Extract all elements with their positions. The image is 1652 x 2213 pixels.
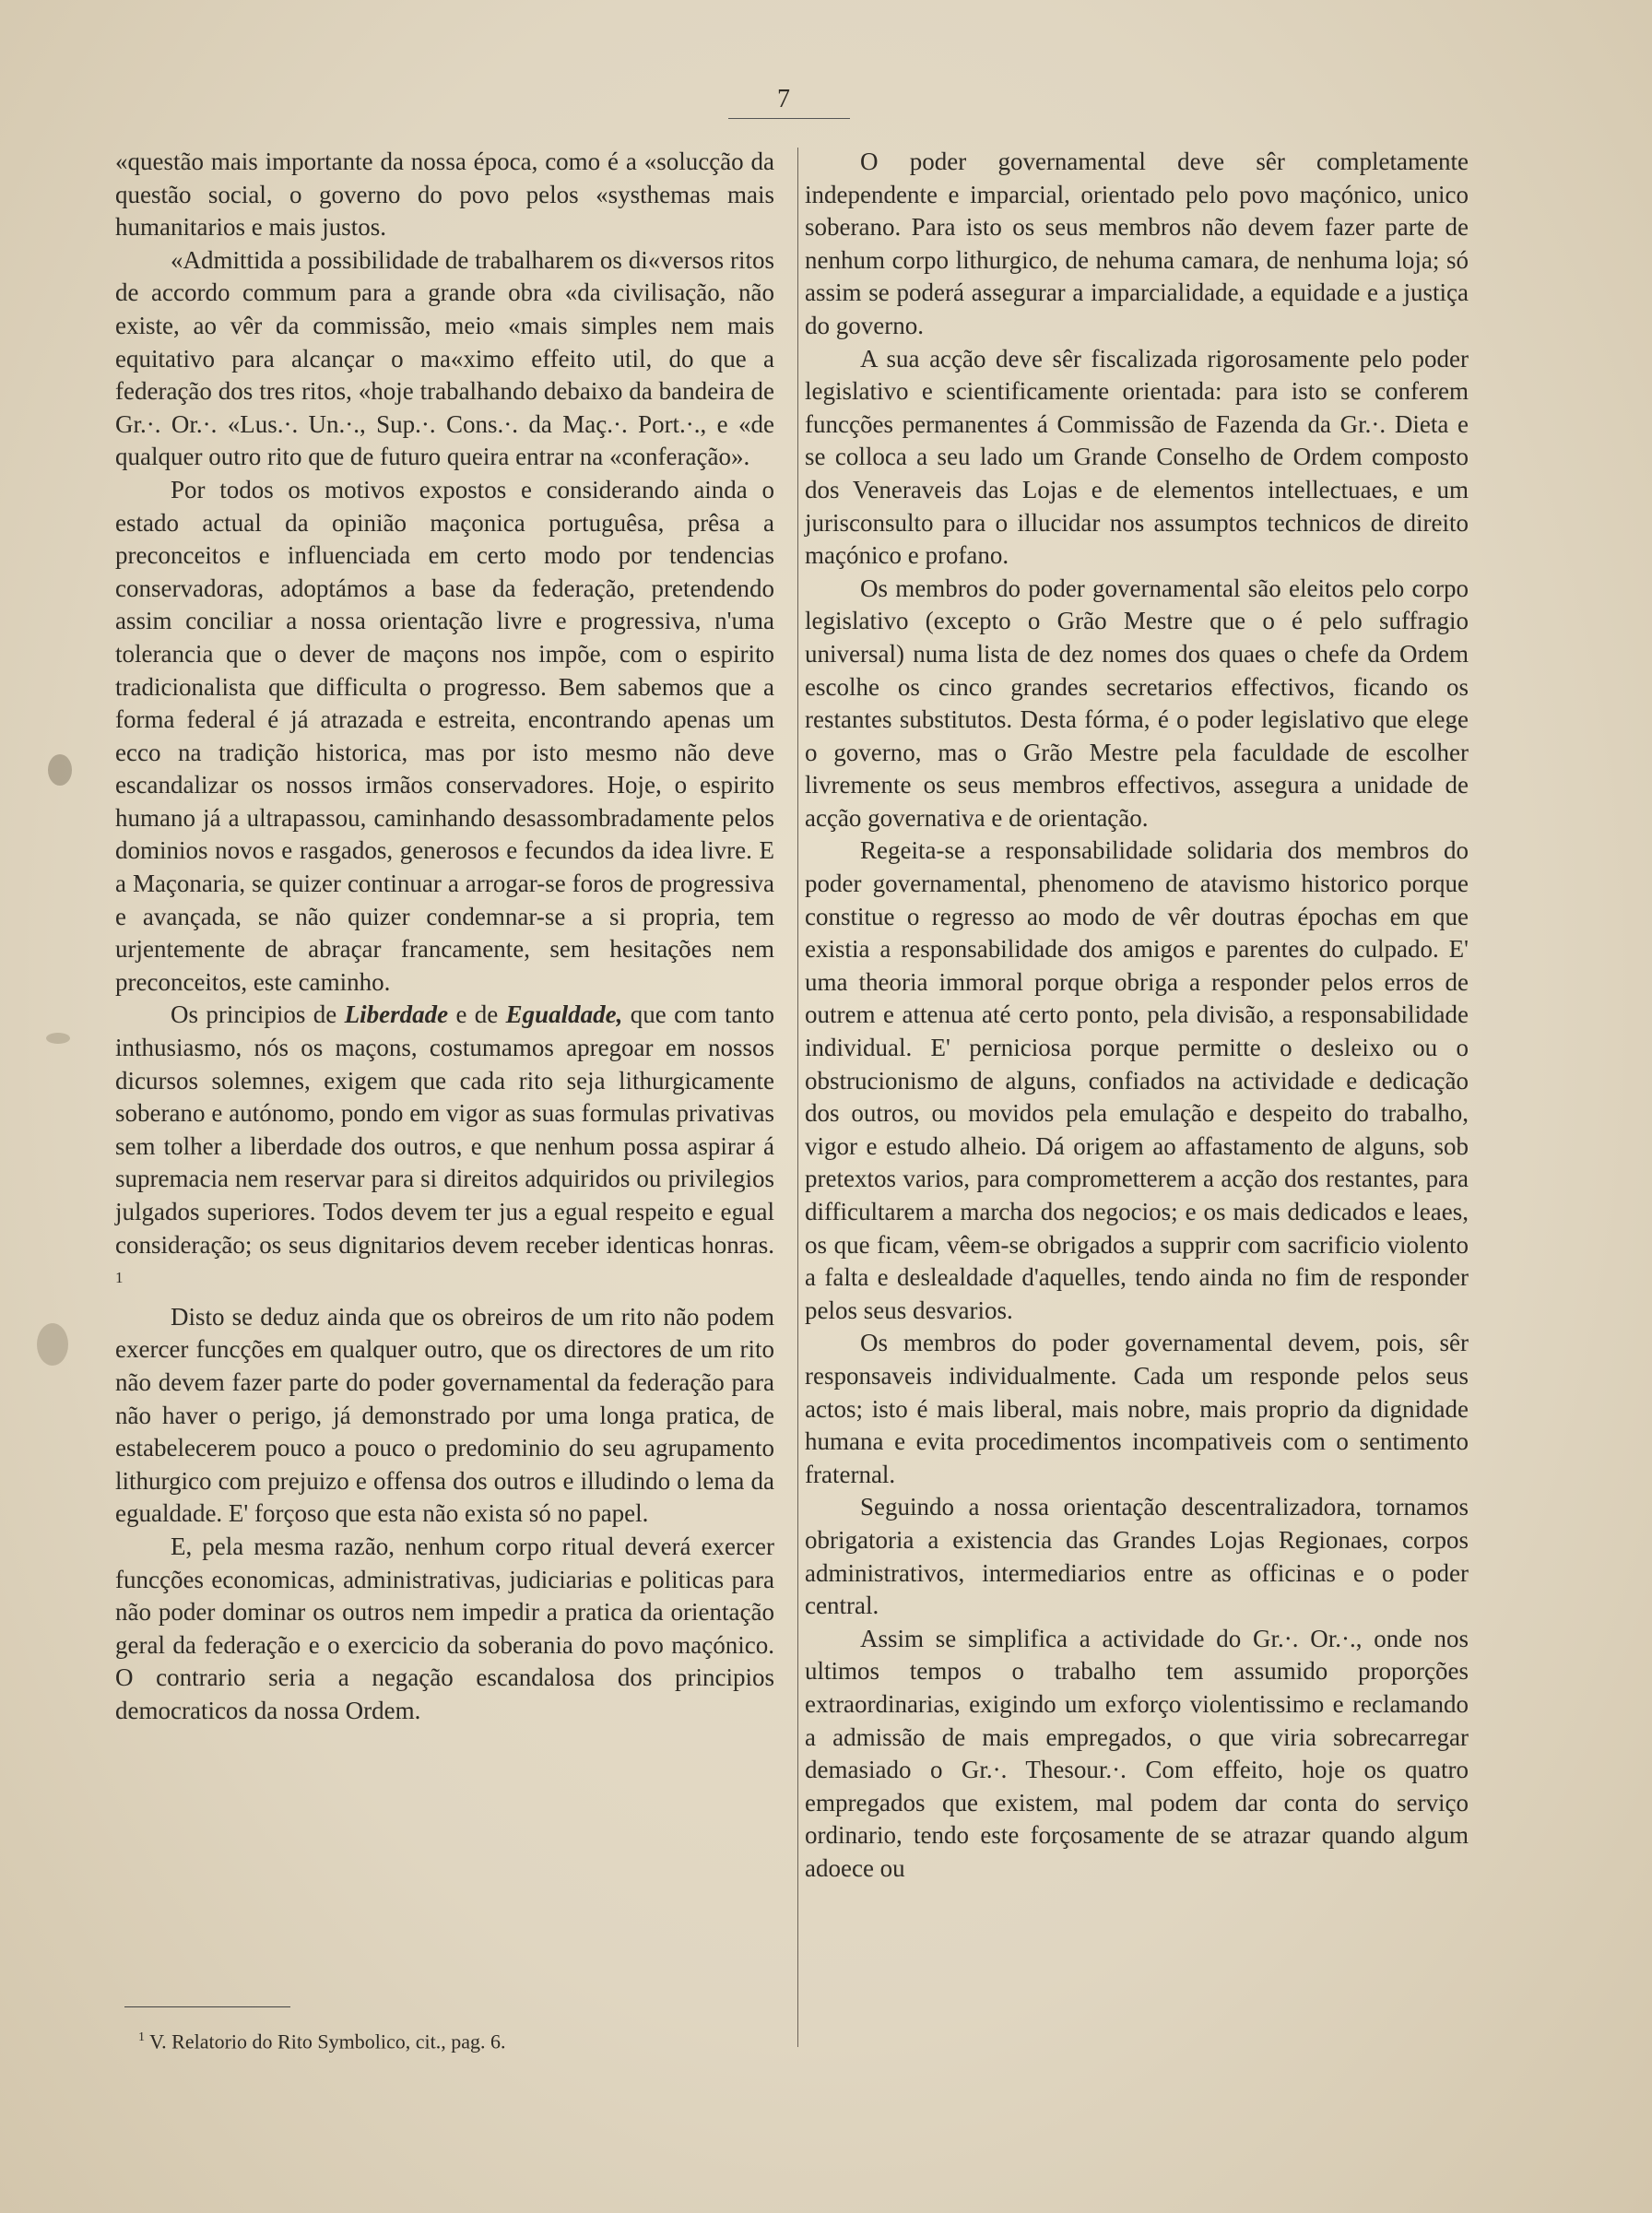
- page-number-header: [714, 85, 853, 114]
- page-number: 7: [777, 85, 790, 113]
- paragraph: «questão mais importante da nossa época, como é a «solucção da questão social, o governo do povo pelos «systhemas mais humanitarios e mais justos.: [115, 148, 774, 242]
- footnote-reference[interactable]: 1: [115, 1269, 124, 1287]
- paragraph: Assim se simplifica a actividade do Gr.·. Or.·., onde nos ultimos tempos o trabalho tem assumido proporções extraordinarias, exigindo um exforço violentissimo e reclamando a admissão de mais empregados, o que viria sobrecarregar demasiado o Gr.·. Thesour.·. Com effeito, hoje os quatro empregados que existem, mal podem dar conta do serviço ordinario, tendo este forçosamente de se atrazar quando algum adoece ou: [805, 1624, 1469, 1882]
- binding-hole: [37, 1323, 68, 1366]
- paragraph: Disto se deduz ainda que os obreiros de um rito não podem exercer funcções em qualquer outro, que os directores de um rito não devem fazer parte do poder governamental da federação para não haver o perigo, já demonstrado por uma longa pratica, de estabelecerem pouco a pouco o predominio do seu agrupamento lithurgico com prejuizo e offensa dos outros e illudindo o lema da egualdade. E' forçoso que esta não exista só no papel.: [115, 1302, 774, 1528]
- page-number-rule: [728, 118, 850, 119]
- paper-stain: [46, 1033, 70, 1044]
- emphasis-liberdade: Liberdade: [344, 1000, 449, 1029]
- emphasis-egualdade: Egualdade,: [505, 1000, 623, 1029]
- paragraph-text: Os principios de: [171, 1000, 345, 1029]
- left-column: [115, 146, 774, 1728]
- paragraph: A sua acção deve sêr fiscalizada rigorosamente pelo poder legislativo e scientificamente orientada: para isto se conferem funcções permanentes á Commissão de Fazenda da Gr.·. Dieta e se colloca a seu lado um Grande Conselho de Ordem composto dos Veneraveis das Lojas e de elementos intellectuaes, e um jurisconsulto para o illucidar nos assumptos technicos de direito maçónico e profano.: [805, 344, 1469, 570]
- footnote-marker: 1: [138, 2030, 145, 2044]
- paragraph-text: que com tanto inthusiasmo, nós os maçons, costumamos apregoar em nossos dicursos solemnes, exigem que cada rito seja lithurgicamente soberano e autónomo, pondo em vigor as suas formulas privativas sem tolher a liberdade dos outros, e que nenhum possa aspirar á supremacia nem reservar para si direitos adquiridos ou privilegios julgados superiores. Todos devem ter jus a egual respeito e egual consideração; os seus dignitarios devem receber identicas honras.: [115, 1000, 774, 1259]
- paragraph: E, pela mesma razão, nenhum corpo ritual deverá exercer funcções economicas, administrativas, judiciarias e politicas para não poder dominar os outros nem impedir a pratica da orientação geral da federação e o exercicio da soberania do povo maçónico. O contrario seria a negação escandalosa dos principios democraticos da nossa Ordem.: [115, 1532, 774, 1724]
- paragraph: Por todos os motivos expostos e considerando ainda o estado actual da opinião maçonica portuguêsa, prêsa a preconceitos e influenciada em certo modo por tendencias conservadoras, adoptámos a base da federação, pretendendo assim conciliar a nossa orientação livre e progressiva, n'uma tolerancia que o dever de maçons nos impõe, com o espirito tradicionalista que difficulta o progresso. Bem sabemos que a forma federal é já atrazada e estreita, encontrando apenas um ecco na tradição historica, mas por isto mesmo não deve escandalizar os nossos irmãos conservadores. Hoje, o espirito humano já a ultrapassou, caminhando desassombradamente pelos dominios novos e rasgados, generosos e fecundos da idea livre. E a Maçonaria, se quizer continuar a arrogar-se foros de progressiva e avançada, se não quizer condemnar-se a si propria, tem urjentemente de abraçar francamente, sem hesitações nem preconceitos, este caminho.: [115, 475, 774, 996]
- footnote: [138, 2025, 506, 2054]
- paragraph: O poder governamental deve sêr completamente independente e imparcial, orientado pelo povo maçónico, unico soberano. Para isto os seus membros não devem fazer parte de nenhum corpo lithurgico, de nehuma camara, de nenhuma loja; só assim se poderá assegurar a imparcialidade, a equidade e a justiça do governo.: [805, 148, 1469, 339]
- footnote-rule: [124, 2006, 290, 2007]
- footnote-text: V. Relatorio do Rito Symbolico, cit., pag. 6.: [149, 2030, 506, 2053]
- binding-hole: [48, 754, 72, 786]
- paragraph: «Admittida a possibilidade de trabalharem os di«versos ritos de accordo commum para a grande obra «da civilisação, não existe, ao vêr da commissão, meio «mais simples nem mais equitativo para alcançar o ma«ximo effeito util, do que a federação dos tres ritos, «hoje trabalhando debaixo da bandeira de Gr.·. Or.·. «Lus.·. Un.·., Sup.·. Cons.·. da Maç.·. Port.·., e «de qualquer outro rito que de futuro queira entrar na «conferação».: [115, 245, 774, 471]
- paragraph: Regeita-se a responsabilidade solidaria dos membros do poder governamental, phenomeno de atavismo historico porque constitue o regresso ao modo de vêr doutras épochas em que existia a responsabilidade dos amigos e parentes do culpado. E' uma theoria immoral porque obriga a responder pelos erros de outrem e attenua até certo ponto, pela divisão, a responsabilidade individual. E' perniciosa porque permitte o desleixo ou o obstrucionismo de alguns, confiados na actividade e dedicação dos outros, ou movidos pela emulação e despeito do trabalho, vigor e estudo alheio. Dá origem ao affastamento de alguns, sob pretextos varios, para comprometterem a acção dos restantes, para difficultarem a marcha dos negocios; e os mais dedicados e leaes, os que ficam, vêem-se obrigados a supprir com sacrificio violento a falta e deslealdade d'aquelles, tendo ainda no fim de responder pelos seus desvarios.: [805, 836, 1469, 1324]
- paragraph: Os membros do poder governamental são eleitos pelo corpo legislativo (excepto o Grão Mestre que o é pelo suffragio universal) numa lista de dez nomes dos quaes o chefe da Ordem escolhe os cinco grandes secretarios effectivos, ficando os restantes substitutos. Desta fórma, é o poder legislativo que elege o governo, mas o Grão Mestre pela faculdade de escolher livremente os seus membros effectivos, assegura a unidade de acção governativa e de orientação.: [805, 574, 1469, 832]
- paragraph: Os membros do poder governamental devem, pois, sêr responsaveis individualmente. Cada um responde pelos seus actos; isto é mais liberal, mais nobre, mais proprio da dignidade humana e evita procedimentos incompativeis com o sentimento fraternal.: [805, 1329, 1469, 1488]
- paragraph: Seguindo a nossa orientação descentralizadora, tornamos obrigatoria a existencia das Grandes Lojas Regionaes, corpos administrativos, intermediarios entre as officinas e o poder central.: [805, 1493, 1469, 1620]
- right-column: [805, 146, 1469, 1885]
- paragraph: [115, 999, 774, 1300]
- paragraph-text: e de: [448, 1000, 506, 1029]
- column-divider: [797, 148, 798, 2047]
